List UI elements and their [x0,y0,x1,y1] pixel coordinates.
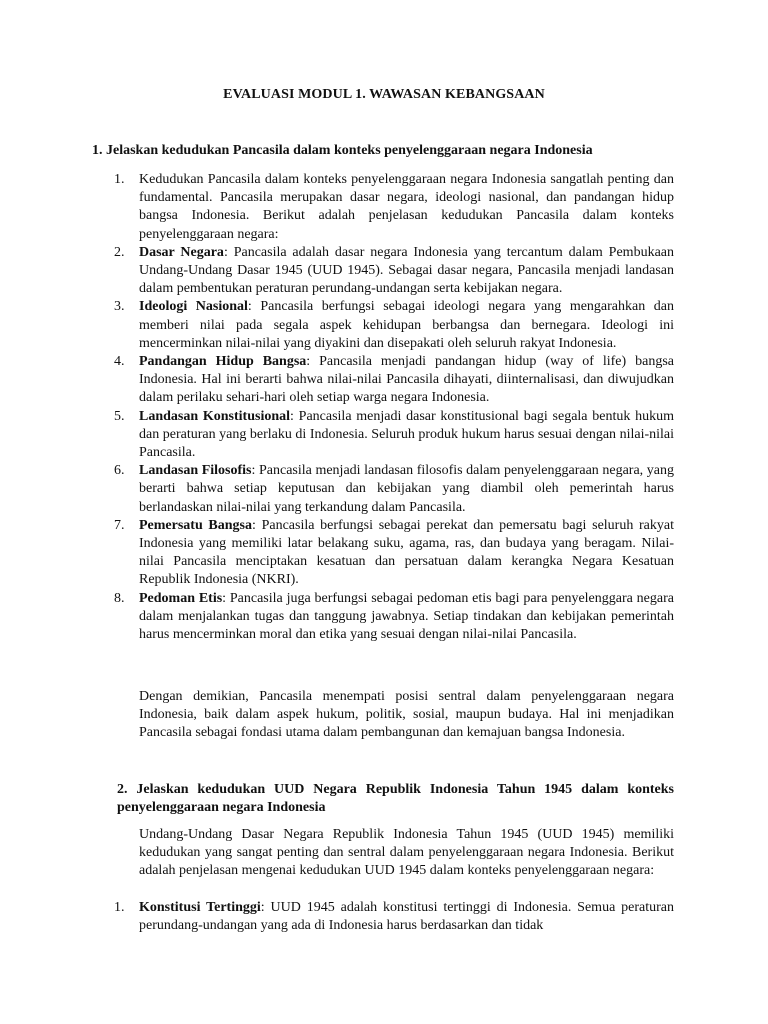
item-number: 7. [114,517,125,533]
item-label: Ideologi Nasional [139,299,248,315]
document-title: EVALUASI MODUL 1. WAWASAN KEBANGSAAN [223,87,545,102]
list-item [92,408,674,463]
list-item [92,462,674,517]
item-text: : Pancasila berfungsi sebagai ideologi negara yang mengarahkan dan memberi nilai pada segala aspek kehidupan berbangsa dan bernegara. Ideologi ini mencerminkan nilai-nilai yang diyakini dan disepakati oleh seluruh rakyat Indonesia. [139,299,675,351]
item-text: : Pancasila menjadi pandangan hidup (way of life) bangsa Indonesia. Hal ini berarti bahwa nilai-nilai Pancasila dihayati, diinternalisasi, dan diwujudkan dalam perilaku sehari-hari oleh setiap warga negara Indonesia. [139,354,674,406]
item-label: Landasan Konstitusional [139,408,291,424]
item-text: : Pancasila menjadi landasan filosofis dalam penyelenggaraan negara, yang berarti bahwa setiap keputusan dan kebijakan yang diambil oleh pemerintah harus berlandaskan nilai-nilai yang terkandung dalam Pancasila. [139,463,674,515]
item-label: Dasar Negara [139,244,224,260]
item-number: 4. [114,354,125,370]
item-label: Pemersatu Bangsa [139,517,253,533]
item-text: Kedudukan Pancasila dalam konteks penyelenggaraan negara Indonesia sangatlah penting dan fundamental. Pancasila merupakan dasar negara, ideologi nasional, dan pandangan hidup bangsa Indonesia. Berikut adalah penjelasan kedudukan Pancasila dalam konteks penyelenggaraan negara: [139,172,674,242]
item-number: 1. [114,900,125,915]
section-1-list [92,171,674,644]
question-1-heading: 1. Jelaskan kedudukan Pancasila dalam konteks penyelenggaraan negara Indonesia [92,143,593,158]
item-label: Pandangan Hidup Bangsa [139,354,307,370]
item-text: : Pancasila juga berfungsi sebagai pedoman etis bagi para penyelenggara negara dalam menjalankan tugas dan tanggung jawabnya. Setiap tindakan dan kebijakan pemerintah harus mencerminkan moral dan etika yang sesuai dengan nilai-nilai Pancasila. [139,590,674,643]
list-item [92,517,674,590]
item-text: : Pancasila adalah dasar negara Indonesia yang tercantum dalam Pembukaan Undang-Undang Dasar 1945 (UUD 1945). Sebagai dasar negara, Pancasila menjadi landasan dalam pembentukan peraturan perundang-undangan serta kebijakan negara. [139,244,674,297]
list-item [92,298,674,353]
list-item [92,899,674,935]
list-item [92,590,674,645]
item-label: Konstitusi Tertinggi [139,900,261,915]
item-number: 5. [114,408,125,424]
section-2-intro: Undang-Undang Dasar Negara Republik Indonesia Tahun 1945 (UUD 1945) memiliki kedudukan yang sangat penting dan sentral dalam penyelenggaraan negara Indonesia. Berikut adalah penjelasan mengenai kedudukan UUD 1945 dalam konteks penyelenggaraan negara: [139,827,674,879]
item-text: : Pancasila menjadi dasar konstitusional bagi segala bentuk hukum dan peraturan yang berlaku di Indonesia. Seluruh produk hukum harus sesuai dengan nilai-nilai Pancasila. [139,408,674,461]
item-text: : UUD 1945 adalah konstitusi tertinggi di Indonesia. Semua peraturan perundang-undangan yang ada di Indonesia harus berdasarkan dan tidak [139,900,675,934]
section-2-list [92,899,674,935]
section-1-conclusion: Dengan demikian, Pancasila menempati posisi sentral dalam penyelenggaraan negara Indonesia, baik dalam aspek hukum, politik, sosial, maupun budaya. Hal ini menjadikan Pancasila sebagai fondasi utama dalam pembangunan dan kemajuan bangsa Indonesia. [139,689,674,741]
question-2-heading: 2. Jelaskan kedudukan UUD Negara Republik Indonesia Tahun 1945 dalam konteks penyelenggaraan negara Indonesia [117,782,674,816]
item-text: : Pancasila berfungsi sebagai perekat dan pemersatu bagi seluruh rakyat Indonesia yang memiliki latar belakang suku, agama, ras, dan budaya yang beragam. Nilai-nilai Pancasila menciptakan kesatuan dan persatuan dalam kerangka Negara Kesatuan Republik Indonesia (NKRI). [139,517,674,588]
list-item [92,353,674,408]
item-number: 8. [114,590,125,606]
item-label: Landasan Filosofis [139,463,252,479]
item-label: Pedoman Etis [139,590,223,606]
item-number: 3. [114,299,125,315]
item-number: 1. [114,172,125,187]
list-item [92,244,674,299]
item-number: 6. [114,463,125,479]
list-item [92,171,674,244]
item-number: 2. [114,244,125,260]
